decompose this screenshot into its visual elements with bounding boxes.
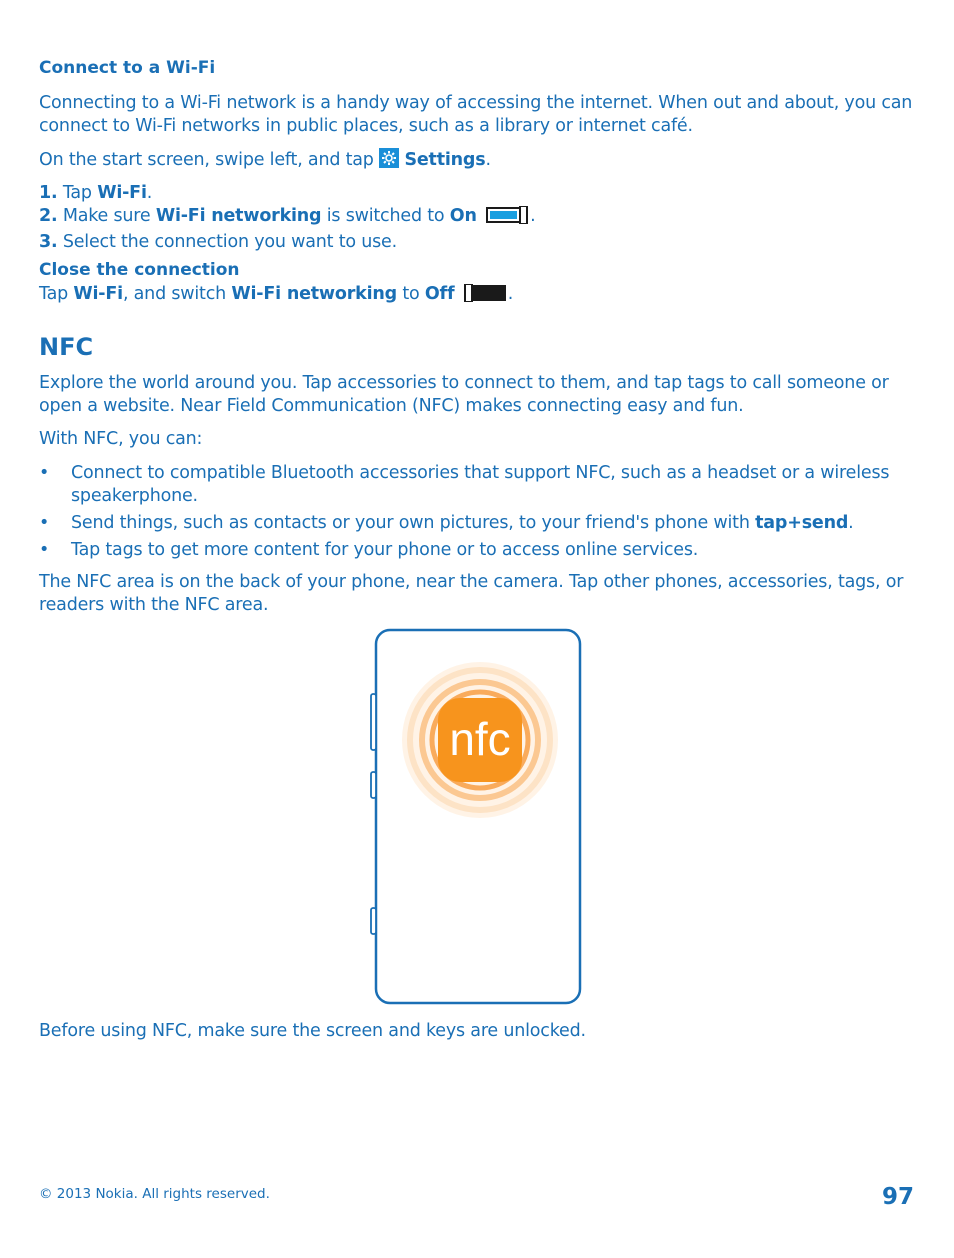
step-3: 3. Select the connection you want to use. <box>39 232 397 252</box>
nfc-logo-text: nfc <box>449 713 511 765</box>
list-item: • Tap tags to get more content for your phone or to access online services. <box>39 539 914 562</box>
footer-copyright: © 2013 Nokia. All rights reserved. <box>39 1186 270 1202</box>
toggle-on-icon <box>486 206 530 231</box>
page-number: 97 <box>881 1184 914 1210</box>
nfc-area-text: The NFC area is on the back of your phone, near the camera. Tap other phones, accessories, tags, or readers with the NFC area. <box>39 572 904 615</box>
wifi-intro: Connecting to a Wi-Fi network is a handy way of accessing the internet. When out and about, you can connect to Wi-Fi networks in public places, such as a library or internet café. <box>39 93 913 136</box>
step-1: 1. Tap Wi-Fi. <box>39 183 153 203</box>
nfc-before-text: Before using NFC, make sure the screen and keys are unlocked. <box>39 1021 586 1041</box>
step-2: 2. Make sure Wi-Fi networking is switched to On . <box>39 205 914 231</box>
nfc-with-label: With NFC, you can: <box>39 429 203 449</box>
wifi-start-line: On the start screen, swipe left, and tap Settings. <box>39 148 914 175</box>
settings-label: Settings <box>404 150 486 170</box>
toggle-off-icon <box>464 284 508 309</box>
section-heading-wifi: Connect to a Wi-Fi <box>39 58 216 78</box>
section-heading-nfc: NFC <box>39 333 94 361</box>
start-text: On the start screen, swipe left, and tap <box>39 150 374 170</box>
settings-gear-icon <box>379 148 399 175</box>
nfc-bullet-list <box>39 462 914 566</box>
close-connection-heading: Close the connection <box>39 260 240 280</box>
wifi-steps <box>39 182 914 254</box>
nfc-intro: Explore the world around you. Tap accessories to connect to them, and tap tags to call someone or open a website. Near Field Communication (NFC) makes connecting easy and fun. <box>39 373 889 416</box>
phone-nfc-illustration <box>366 628 586 1008</box>
close-connection-text: Tap Wi-Fi, and switch Wi-Fi networking to Off . <box>39 283 914 309</box>
list-item: • Connect to compatible Bluetooth accessories that support NFC, such as a headset or a wireless speakerphone. <box>39 462 914 508</box>
list-item: • Send things, such as contacts or your own pictures, to your friend's phone with tap+send. <box>39 512 914 535</box>
